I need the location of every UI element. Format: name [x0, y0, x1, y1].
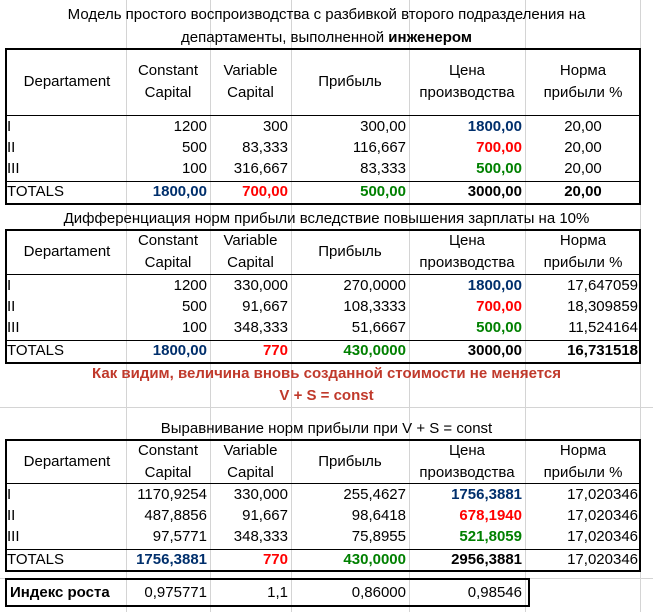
t1-row1-profit: 300,00: [360, 118, 406, 135]
t1-row2-price: 700,00: [476, 139, 522, 156]
title-2: Дифференциация норм прибыли вследствие повышения зарплаты на 10%: [63, 210, 590, 227]
t1-row3-variable: 316,667: [233, 160, 288, 177]
header-constant-1: Constant: [137, 62, 199, 79]
header-price-1: Цена: [448, 62, 486, 79]
t2-totals-rate: 16,731518: [567, 342, 638, 359]
t1-totals-profit: 500,00: [360, 183, 406, 200]
t3-row3-dept: III: [7, 528, 20, 545]
t2-totals-variable: 770: [262, 342, 288, 359]
t1-row1-constant: 1200: [173, 118, 207, 135]
t2-row1-constant: 1200: [173, 277, 207, 294]
t2-header-price-1: Цена: [448, 232, 486, 249]
t3-totals-variable: 770: [262, 551, 288, 568]
t1-row1-price: 1800,00: [467, 118, 522, 135]
t1-row1-dept: I: [7, 118, 12, 135]
index-row-variable: 1,1: [267, 584, 288, 601]
t2-row3-rate: 11,524164: [568, 319, 638, 336]
header-rate-2: прибыли %: [543, 84, 623, 101]
t1-totals-price: 3000,00: [467, 183, 522, 200]
t1-totals-rate: 20,00: [564, 183, 602, 200]
t3-header-rate-1: Норма: [559, 442, 607, 459]
t2-row1-profit: 270,0000: [343, 277, 406, 294]
t2-totals-profit: 430,0000: [343, 342, 406, 359]
t3-row1-dept: I: [7, 486, 12, 503]
t3-totals-price: 2956,3881: [451, 551, 522, 568]
t2-row2-variable: 91,667: [242, 298, 288, 315]
t3-row1-constant: 1170,9254: [137, 486, 207, 503]
t3-header-departament: Departament: [23, 453, 111, 470]
t2-header-constant-2: Capital: [144, 254, 192, 271]
t3-totals-rate: 17,020346: [567, 551, 638, 568]
header-rate-1: Норма: [559, 62, 607, 79]
t2-totals-price: 3000,00: [467, 342, 522, 359]
t3-row2-variable: 91,667: [242, 507, 288, 524]
t2-row3-profit: 51,6667: [351, 319, 406, 336]
t3-row3-profit: 75,8955: [351, 528, 406, 545]
header-constant-2: Capital: [144, 84, 192, 101]
t2-header-variable-1: Variable: [223, 232, 278, 249]
t2-header-variable-2: Capital: [227, 254, 274, 271]
t2-row2-constant: 500: [181, 298, 207, 315]
conclusion-line-1: Как видим, величина вновь созданной стоимости не меняется: [92, 365, 561, 382]
t3-totals-label: TOTALS: [7, 551, 64, 568]
t1-row1-variable: 300: [262, 118, 288, 135]
t2-row3-variable: 348,333: [233, 319, 288, 336]
header-variable-1: Variable: [223, 62, 278, 79]
t3-totals-profit: 430,0000: [343, 551, 406, 568]
header-price-2: производства: [419, 84, 515, 101]
title-1-line-1: Модель простого воспроизводства с разбивкой второго подразделения на: [67, 6, 586, 23]
header-departament: Departament: [23, 73, 111, 90]
title-1-line-2: департаменты, выполненной инженером: [181, 29, 472, 46]
t3-header-variable-2: Capital: [227, 464, 274, 481]
t2-row3-constant: 100: [181, 319, 207, 336]
title-3: Выравнивание норм прибыли при V + S = const: [160, 420, 493, 437]
t1-row2-rate: 20,00: [564, 139, 602, 156]
t2-header-price-2: производства: [419, 254, 515, 271]
t2-row1-variable: 330,000: [233, 277, 288, 294]
t3-header-profit: Прибыль: [318, 453, 382, 470]
t3-header-price-2: производства: [419, 464, 515, 481]
t3-row2-constant: 487,8856: [144, 507, 207, 524]
t3-row3-price: 521,8059: [459, 528, 522, 545]
t3-row1-variable: 330,000: [233, 486, 288, 503]
t1-row3-dept: III: [7, 160, 20, 177]
t2-header-profit: Прибыль: [318, 243, 382, 260]
t2-row1-price: 1800,00: [467, 277, 522, 294]
t3-row2-price: 678,1940: [459, 507, 522, 524]
header-variable-2: Capital: [227, 84, 274, 101]
t3-header-variable-1: Variable: [223, 442, 278, 459]
conclusion-line-2: V + S = const: [279, 387, 374, 404]
t3-row2-rate: 17,020346: [567, 507, 638, 524]
t3-header-constant-2: Capital: [144, 464, 192, 481]
t3-header-price-1: Цена: [448, 442, 486, 459]
t1-row2-profit: 116,667: [352, 139, 406, 156]
t3-row3-constant: 97,5771: [152, 528, 207, 545]
t1-row3-profit: 83,333: [360, 160, 406, 177]
t3-row1-profit: 255,4627: [343, 486, 406, 503]
t1-row2-constant: 500: [181, 139, 207, 156]
t1-row2-dept: II: [7, 139, 16, 156]
t2-row2-rate: 18,309859: [567, 298, 638, 315]
t1-totals-variable: 700,00: [242, 183, 288, 200]
t2-row2-price: 700,00: [476, 298, 522, 315]
t2-row3-dept: III: [7, 319, 20, 336]
t1-row1-rate: 20,00: [564, 118, 602, 135]
index-row-profit: 0,86000: [351, 584, 406, 601]
t1-row2-variable: 83,333: [242, 139, 288, 156]
t3-header-constant-1: Constant: [137, 442, 199, 459]
t2-row2-profit: 108,3333: [343, 298, 406, 315]
t3-row2-profit: 98,6418: [351, 507, 406, 524]
index-row-constant: 0,975771: [144, 584, 207, 601]
index-row-price: 0,98546: [467, 584, 522, 601]
t2-row1-dept: I: [7, 277, 12, 294]
t2-row2-dept: II: [7, 298, 16, 315]
t3-row3-rate: 17,020346: [567, 528, 638, 545]
t1-row3-constant: 100: [181, 160, 207, 177]
header-profit: Прибыль: [318, 73, 382, 90]
t1-totals-constant: 1800,00: [152, 183, 207, 200]
t2-header-constant-1: Constant: [137, 232, 199, 249]
t1-row3-rate: 20,00: [564, 160, 602, 177]
index-row-label: Индекс роста: [10, 584, 110, 601]
t2-row3-price: 500,00: [476, 319, 522, 336]
t3-header-rate-2: прибыли %: [543, 464, 623, 481]
t3-totals-constant: 1756,3881: [136, 551, 207, 568]
t1-totals-label: TOTALS: [7, 183, 64, 200]
t2-totals-constant: 1800,00: [152, 342, 207, 359]
t3-row2-dept: II: [7, 507, 16, 524]
t2-header-rate-2: прибыли %: [543, 254, 623, 271]
title-1-bold-word: инженером: [388, 29, 472, 46]
t2-header-departament: Departament: [23, 243, 111, 260]
t2-totals-label: TOTALS: [7, 342, 64, 359]
t2-header-rate-1: Норма: [559, 232, 607, 249]
t2-row1-rate: 17,647059: [567, 277, 638, 294]
t3-row1-price: 1756,3881: [451, 486, 522, 503]
t3-row1-rate: 17,020346: [567, 486, 638, 503]
t1-row3-price: 500,00: [476, 160, 522, 177]
t3-row3-variable: 348,333: [233, 528, 288, 545]
